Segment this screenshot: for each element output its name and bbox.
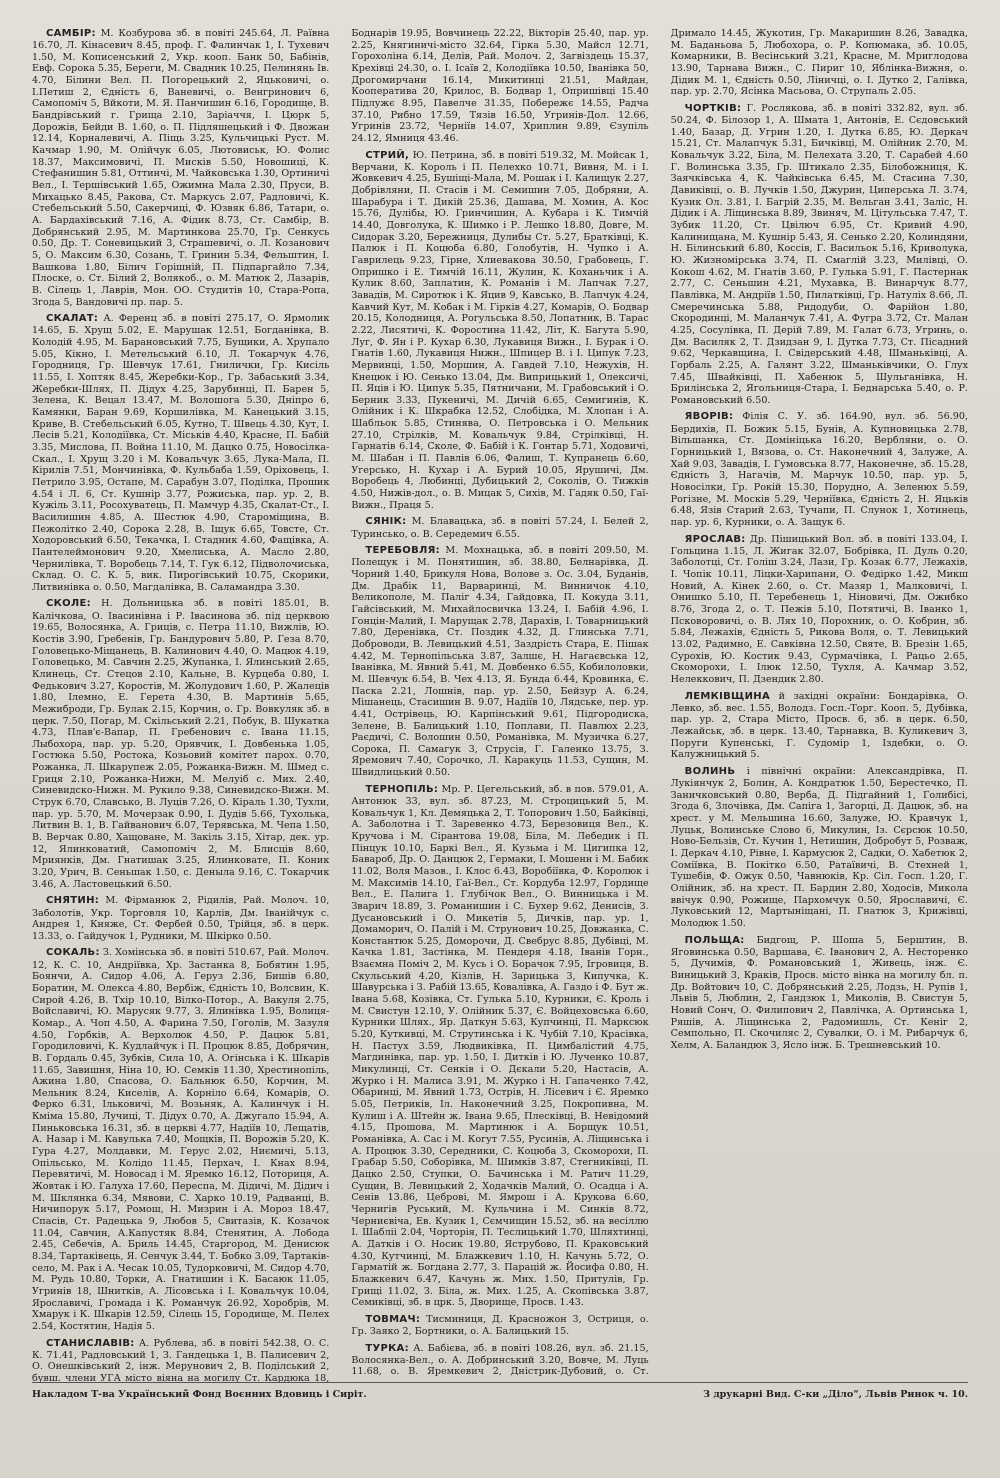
region-section (671, 411, 968, 528)
region-name: ЯРОСЛАВ: (684, 533, 746, 545)
region-donations: Мр. Р. Цегельський, зб. в пов. 579.01, А. Антонюк 33, вул. зб. 87.23, М. Строцицький 5, М. Ковальчук 1, Кл. Демяцька 2, Т. Топорович 1.50, Байківці, А. Заболотна і Т. Заревенко 4.73, Березовиця Вел., К. Кручова і М. Сірантова 19.08, Біла, М. Лебедик і П. Пінцук 10.10, Баркі Вел., Я. Кузьма і М. Цигипка 12, Бавароб, Др. О. Данцюк 2, Гермаки, І. Мошенн і М. Бабик 11.02, Воля Мазов., І. Клос 6.43, Воробіївка, Ф. Королюк і М. Максимів 14.10, Гаї-Вел., Ст. Кордуба 12.97, Гордище Вел., Е. Палига 1. Глубічок Вел., О. Винницька і М. Зварич 18.89, З. Романишин і С. Бухер 9.62, Денисів, З. Дусановський і О. Микетів 5, Дичків, пар. ур. 1, Домаморич, О. Палій і М. Струнович 10.25, Довжанка, С. Константюк 5.25, Доморочи, Д. Свебрус 8.85, Дубівці, М. Качка 1.81, Застінка, М. Пендеря 4.18, Іванів Горн., Взаємна Поміч 2, М. Кусь і О. Борачок 7.95, Ігровиця, В. Скульський 4.20, Кізлів, Н. Зарицька 3, Кипучка, К. Шавурська і З. Рабій 13.65, Ковалівка, А. Газдо і Ф. Бут ж. Івана 5.68, Козівка, Ст. Гулька 5.10, Курники, Є. Кроль і М. Свистун 12.10, У. Олійник 5.37, Є. Войцеховська 6.60, Курники Шлях., Яр. Даткун 5.63, Купчинці, П. Марксюк 5.20, Куткивці, М. Струтинська і К. Чубій 7.10, Красівка, Н. Пастух 3.59, Людвиківка, П. Цимбалістий 4.75, Магдинівка, пар. ур. 1.50, І. Дитків і Ю. Лученко 10.87, Микулинці, Ст. Сенків і О. Дєкали 5.20, Настасів, А. Журко і Н. Малиса 3.91, М. Журко і Н. Гапаченко 7.42, Обаринці, М. Явний 1.73, Острів, Н. Лісевич і Є. Яремко 5.05, Петриків, Іл. Наконечний 3.25, Покропивна, М. Кулиш і А. Штейн ж. Івана 9.65, Плесківці, В. Невідомий 4.15, Прошова, М. Мартинюк і А. Борщук 10.51, Романівка, А. Сас і М. Когут 7.55, Русинів, А. Ліщинська і А. Процюк 3.30, Середники, С. Коцюба 3, Скоморохи, П. Грабар 5.50, Соборівка, М. Шимків 3.87, Стегниківці, П. Дацко 2.50, Ступки, О. Бачинська і М. Ратич 11.29, Сущин, В. Левицький 2, Ходачків Малий, О. Осадца і А. Сенів 13.86, Цеброві, М. Ямрош і А. Крукова 6.60, Чернигів Руський, М. Кульчина і М. Синків 8.72, Черниєвіча, Ев. Кузик 1, Сємчищин 15.52, зб. на весіллю І. Шабліі 2.04, Чорторія, П. Теслицький 1.70, Шляхтинці, А. Датків і О. Носик 19.80, Яструбово, П. Краковський 4.30, Кутчинці, М. Блажкевич 1.10, Н. Качунь 5.72, О. Гарматій ж. Богдана 2.77, З. Парацій ж. Йосифа 0.80, Н. Блажкевич 6.47, Качунь ж. Мих. 1.50, Притулів, Гр. Грищі 11.02, З. Біла, ж. Мих. 1.25, А. Скопівська 3.87, Семиківці, зб. в црк. 5, Дворище, Просв. 1.43. (351, 783, 649, 1309)
publisher-note: Накладом Т-ва Український Фонд Воєнних Вдовиць і Сиріт. (32, 1389, 367, 1400)
printer-note: З друкарні Вид. С-ки „Діло“, Львів Ринок ч. 10. (703, 1389, 968, 1400)
region-section (32, 598, 329, 890)
region-donations: М. Блавацька, зб. в повіті 57.24, І. Белей 2, Туринсько, о. В. Середемич 6.55. (351, 516, 649, 540)
region-section (32, 28, 329, 308)
region-name: СКОЛЕ: (46, 598, 91, 610)
region-name: СТАНИСЛАВІВ: (46, 1337, 135, 1349)
region-section (32, 313, 329, 593)
region-section (351, 784, 648, 1309)
region-section (351, 516, 648, 540)
region-section (32, 895, 329, 942)
region-donations: З. Хомінська зб. в повіті 510.67, Рай. Молоч. 12, К. С. 10, Андріївка, Хр. Застанка 8, Бобятин 1.95, Боянчи, А. Сидор 4.06, А. Геруз 2.36, Бишів 6.80, Боратин, М. Олекса 4.80, Вербіж, Єдність 10, Волсвин, К. Сирой 4.26, В. Тхір 10.10, Вілко-Потор., А. Вакуля 2.75, Войславичі, Ю. Марусяк 9.77, З. Ялинівка 1.95, Волиця-Комар., А. Чоп 4.50, А. Фарина 7.50, Гоголів, М. Зазуля 4.50, Горбків, А. Верхолюк 4.50, Р. Дацюк 5.81, Городиловичі, К. Кудлайчук і П. Процюк 8.85, Добрячин, В. Гордаль 0.45, Зубків, Сила 10, А. Огінська і К. Шкарів 11.65, Завишня, Ніна 10, Ю. Семків 11.30, Хрестинопіль, Ажина 1.80, Спасова, О. Бальнюк 6.50, Корчин, М. Мельник 8.24, Киселів, А. Корніло 6.64, Комарів, О. Ферко 6.31, Ільковичі, М. Возьняк, А. Калинчук і Н. Кміма 15.80, Лучиці, Т. Дідух 0.70, А. Джугало 15.94, А. Пиньковська 16.31, зб. в церкві 4.77, Надіїв 10, Лещатів, А. Назар і М. Кавулька 7.40, Мощків, П. Ворожів 5.20, К. Гура 4.27, Молдавки, М. Герус 2.02, Ниємичі, 5.13, Опільсько, М. Колідо 11.45, Перхач, І. Кнах 8.94, Перевятичі, М. Новосад і М. Яремко 16.12, Поториця, А. Жовтак і Ю. Галуха 17.60, Переспа, М. Дідичі, М. Дідич і М. Шклянка 6.34, Мявови, С. Харко 10.19, Радванці, В. Ничипорук 5.17, Ромош, Н. Мизрин і А. Мороз 18.47, Спасів, Ст. Радецька 9, Любов 5, Свитазів, К. Козачок 11.04, Савчин, А.Капустяк 8.84, Стенятин, А. Лобода 2.45, Себечів, А. Бриль 14.45, Старгород, М. Денисюк 8.34, Тартаківець, Я. Сенчук 3.44, Т. Бобко 3.09, Тартаків-село, М. Рак і А. Чесак 10.05, Тудорковичі, М. Сидор 4.70, М. Рудь 10.80, Торки, А. Гнатишин і К. Басаюк 11.05, Угринів 18, Шнитків, А. Лісовська і І. Ковальчук 10.04, Ярославичі, Громада і К. Романчук 26.92, Хоробрів, М. Хмарук і К. Шкарів 12.59, Сілець 15, Городище, М. Пелех 2.54, Костятин, Надія 5. (32, 947, 330, 1332)
region-donations: і північні окраїни: Александрівка, П. Лукіянчук 2, Болин, А. Кондратюк 1.50, Берестечко, П. Заничковський 0.80, Верба, Д. Підгайний 1, Голибісі, Згода 6, Злочівка, Дм. Сапіга 1, Загорці, Д. Дацюк, зб. на хрест. у М. Мельшина 16.60, Залуже, Ю. Кравчук 1, Луцьк, Волинське Слово 6, Микулин, Із. Сєрсюк 10.50, Ново-Бельзів, Ст. Кучин 1, Нетишин, Добробут 5, Розваж, І. Деркач 4.10, Рівне, І. Кармусюк 2, Садки, О. Хабетюк 2, Соміївка, В. Покітко 6.50, Ратаївичі, В. Стехней 1, Тушебів, Ф. Ожук 0.50, Чавнюків, Кр. Сіл. Госп. 1.20, Г. Олійник, зб. на хрест. П. Бардин 2.80, Ходосів, Микола ввічук 0.90, Рожище, Пархомчук 0.50, Ярославичі, Є. Луковський 12, Мартыніщані, П. Гнатюк 3, Крижівці, Молодюк 1.50. (670, 765, 968, 929)
region-donations: А. Ференц зб. в повіті 275.17, О. Ярмолик 14.65, Б. Хрущ 5.02, Е. Марушак 12.51, Богданівка, В. Колодій 4.95, М. Барановський 7.75, Бущики, А. Хрупало 5.05, Кікно, І. Метельський 6.10, Л. Токарчук 4.76, Городниця, Гр. Шевчук 17.61, Гнилички, Гр. Кисіль 11.55, І. Хоптяк 8.45, Жеребки-Кор., Гр. Забаський 3.34, Жеребки-Шлях, П. Дідух 4.25, Зарубинці, П. Барен 5, Зелена, К. Вецал 13.47, М. Волошога 5.30, Дніпро 6, Камянки, Баран 9.69, Коршилівка, М. Канецький 3.15, Криве, В. Стебельський 6.05, Кутно, Т. Швець 4.30, Кут, І. Лесів 5.21, Колодіївка, Ст. Міськів 4.40, Красне, П. Бабій 3.35, Мислова, П. Война 11.10, М. Дацко 0.75, Новосілка-Скал., І. Хрущ 3.20 і М. Ковальчук 3.65, Лука-Мала, П. Кірилів 7.51, Мончинівка, Ф. Кульбаба 1.59, Оріховець, І. Петрило 3.95, Остапе, М. Сарабун 3.07, Поділка, Прошик 4.54 і Л. 6, Ст. Кушнір 3.77, Рожиська, пар. ур. 2, В. Кужіль 3.11, Росохуватець, П. Мамчур 4.35, Скалат-Ст., І. Василишин 4.85, А. Шестюк 4.90, Староміщина, В. Пежолітко 2.40, Сорока 2.28, В. Іщук 6.65, Товсте, Ст. Ходоровський 6.50, Текачка, І. Стадник 4.60, Фащівка, А. Пантелеймонович 9.20, Хмелиська, А. Масло 2.80, Чернилівка, Т. Воробець 7.14, Т. Гук 6.12, Підволочиська, Склад. О. С. К. 5, вик. Пирогівський 10.75, Скорики, Литвинівка о. 0.50, Магдалівка, В. Саламандра 3.30. (32, 313, 330, 593)
region-section (351, 150, 648, 512)
region-name: ЛЕМКІВЩИНА (684, 690, 770, 702)
region-donations: А. Бабієва, зб. в повіті 108.26, вул. зб. 21.15, Волосянка-Вел., о. А. Добринський 3.20, Вовче, М. Луць 11.68, о. В. Яремкевич 2, Дністрик-Дубовий, о. Ст. Дримало 14.45, Жукотин, Гр. Макаришин 8.26, Завадка, М. Баданьова 5, Любохора, о. Р. Копюмака, зб. 10.05, Комарники, В. Весінський 3.21, Красне, М. Мриглодова 13.90, Тарнава Вижн., С. Пириг 10, Яблінка-Вижня, о. Дідик М. 1, Єдність 0.50, Ліничці, о. І. Дутко 2, Галівка, пар. ур. 2.70, Ясінка Масьова, О. Струпаль 2.05. (351, 28, 968, 1378)
region-name: ПОЛЬЩА: (684, 934, 745, 946)
region-name: СОКАЛЬ: (46, 947, 100, 959)
region-name: ВОЛИНЬ (684, 765, 736, 777)
region-donations: Н. Дольницька зб. в повіті 185.01, В. Калічкова, О. Івасинівна і Р. Івасинова зб. під церквою 19.65, Волосянка, А. Гриців, с. Петра 11.10, Вижлів, Ю. Костів 3.90, Гребенів, Гр. Бандурович 5.80, Р. Геза 8.70, Головецько-Міщанець, В. Калинович 4.40, О. Мацюк 4.19, Головецько, М. Савчин 2.25, Жупанка, І. Ялинський 2.65, Клинець, Ст. Стецов 2.10, Кальне, В. Курцеба 0.80, І. Федькович 3.27, Коростів, М. Жолудович 1.60, Р. Жалеців 1.80, Ілемно, Е. Герета 4.30, В. Мартинів 5.65, Межиброди, Гр. Булак 2.15, Корчин, о. Гр. Вовкуляк зб. в церк. 7.50, Погар, М. Скільський 2.21, Побук, В. Шукатка 4.73, Плав'є-Вапар, П. Гребенович с. Івана 11.15, Лыбохора, пар. ур. 5.20, Орявчик, І. Довбенька 1.05, Гостюка 5.50, Ростока, Козьовий комітет парох. 0.70, Рожанка, Л. Шкарупеж 2.05, Рожанка-Вижн. М. Шмед с. Гриця 2.10, Рожанка-Нижн, М. Мелуіб с. Мих. 2.40, Синевидско-Нижн. М. Рукило 9.38, Синевидско-Вижн. М. Струк 6.70, Славсько, В. Луців 7.26, О. Кіраль 1.30, Тухли, пар. ур. 5.70, М. Мочерзак 0.90, І. Дудів 5.66, Тухолька, Литвин В. 1, В. Гайванович 6.07, Терявська, М. Чепа 1.50, В. Верчак 0.80, Хащоване, М. Закіль 3.15, Хітар, дек. ур. 12, Ялинковатий, Самопоміч 2, М. Блисців 8.60, Мриянків, Дм. Гнатишак 3.25, Ялинковате, П. Коник 3.20, Урич, В. Сеньшак 1.50, с. Деныла 9.16, С. Токарчик 3.46, А. Ластовецький 6.50. (32, 598, 330, 890)
region-donations: Др. Пішицький Вол. зб. в повіті 133.04, І. Гольцина 1.15, Л. Жигак 32.07, Бобрівка, П. Дуль 0.20, Заболотці, Ст. Голіш 3.24, Лази, Гр. Козак 6.77, Лежахів, І. Чопік 10.11, Ліцки-Харипани, О. Федірко 1.42, Микш Новий, А. Кінек 2.60, о. Ст. Мазяр 1, Малковичі, І. Онишко 5.10, П. Теребенець 1, Ніновичі, Дм. Ожибко 8.76, Згода 2, о. Т. Пежів 5.10, Потятичі, В. Іванко 1, Псковоровичі, о. В. Лях 10, Порохник, о. О. Кобрин, зб. 5.84, Лежахів, Єдність 5, Рикова Воля, о. Т. Левицький 13.02, Радимно, Е. Савківна 12.50, Святе, В. Брезін 1.65, Сурохів, Ю. Костик 9.43, Сурмачівка, І. Рацьо 2.65, Скоморохи, І. Ілюк 12.50, Тухля, А. Качмар 3.52, Нелеккович, П. Дзендик 2.80. (670, 533, 968, 685)
region-donations: М. Мохнацька, зб. в повіті 209.50, М. Полещук і М. Понятишин, зб. 38.80, Белнарівка, Д. Чорний 1.40, Брикуля Нова, Волове з. Ос. 3.04, Буданів, Дм. Драбік 11, Варваринці, М. Винничок 4.10, Великополе, М. Паліг 4.34, Гайдовка, П. Кокуда 3.11, Гайсівський, М. Михайлосвичка 13.24, І. Бабій 4.96, І. Гонцін-Малий, І. Марущак 2.78, Дарахів, І. Товарницький 7.80, Деренівка, Ст. Поздик 4.32, Д. Глинська 7.71, Доброводи, В. Левицький 4.51, Заздрість Стара, Е. Пішак 4.42, М. Тернопільська 3.87, Залшє, Н. Нагаєвська 12, Іванівка, М. Явний 5.41, М. Довбенко 6.55, Кобилоловки, М. Шевчук 6.54, В. Чех 4.13, Я. Бунда 6.44, Кровинка, Є. Паска 2.21, Лошнів, пар. ур. 2.50, Бейзур А. 6.24, Мішанець, Стасишин В. 9.07, Надіїв 10, Лядське, пер. ур. 4.41, Острівець, Ю. Карпінський 9.61, Підгородиска, Зелене, В. Балицький 1.10, Поплави, П. Павлюх 2.23, Раєдичі, С. Волошин 0.50, Романівка, М. Музичка 6.27, Сорока, П. Самагук 3, Струсів, Г. Галенко 13.75, З. Яремович 7.40, Сорочко, Л. Каракуць 11.53, Сущин, М. Швидлицький 0.50. (351, 545, 649, 779)
region-name: ТЕРЕБОВЛЯ: (365, 545, 440, 557)
region-section (671, 935, 968, 1052)
region-name: СКАЛАТ: (46, 313, 99, 325)
region-section (351, 545, 648, 779)
region-donations: М. Козбурова зб. в повіті 245.64, Л. Раївна 16.70, Л. Кінасевич 8.45, проф. Г. Фалинчак 1, І. Тухевич 1.50, М. Кописенський 2, Укр. кооп. Банк 50, Бабінів, Евф. Сорока 5.35, Береги, М. Свадник 10.25, Пелинянь Ів. 4.70, Білини Вел. П. Погорецький 2, Яцьковичі, о. І.Петиш 2, Єдність 6, Ваневичі, о. Венгринович 6, Самопоміч 5, Вйкоти, М. Я. Панчишин 6.16, Городище, В. Бандрівський г. Грища 2.10, Заріаччя, І. Цюрк 5, Дорожів, Бейди В. 1.60, о. П. Підляшецький і Ф. Двожан 12.14, Корналевичі, А. Піщь 3.25, Кульчицькі Руст. М. Качмар 1.90, М. Олійчук 6.05, Лютовиськ, Ю. Фолис 18.37, Максимовичі, П. Мисків 5.50, Новошиці, К. Стефанишин 5.81, Оттинчі, М. Чайковська 1.30, Ортиничі Вел., І. Тершівський 1.65, Ожимна Мала 2.30, Пруси, В. Михацько 8.45, Ракова, Ст. Маркусь 2.07, Радловичі, К. Стебельський 5.50, Сакерчиці, Ф. Юзвяк 6.86, Татари, о. А. Бардахівський 7.16, А. Фідик 8.73, Ст. Самбір, В. Добрянський 2.95, М. Мартинкова 25.70, Гр. Сенкусь 0.50, Др. Т. Соневицький 3, Страшевичі, о. Л. Козанович 5, О. Максим 6.30, Созань, Т. Гринин 5.34, Фельштин, І. Вашкова 1.80, Білич Горішній, П. Підпаргайло 7.34, Плоске, о. Ст. Білий 2, Волякоб., о. М. Матюк 2, Лазарів, В. Сілець 1, Лаврів, Мон. ОО. Студитів 10, Стара-Ропа, Згода 5, Вандовичі пр. пар. 5. (32, 28, 330, 308)
region-donations: й західні окраїни: Бондарівка, О. Левко, зб. вес. 1.55, Володз. Госп.-Торг. Кооп. 5, Дубівка, пар. ур. 2, Стара Місто, Просв. 6, зб. в церк. 6.50, Лежайськ, зб. в церк. 13.40, Тарнавка, В. Куликевич 3, Поруги Купенські, Г. Судомір 1, Іздебки, о. О. Калужницький 5. (670, 690, 968, 761)
region-section (671, 534, 968, 686)
region-name: СЯНІК: (365, 516, 407, 528)
region-name: СТРИЙ, (365, 149, 410, 161)
region-donations: А. Рублева, зб. в повіті 542.38, О. С. К. 71.41, Радловський 1, З. Гандецька 1, В. Палисевич 2, О. Онешківський 2, інж. Мерунович 2, В. Поділський 2, бувш. члени УГА місто віяна на могилу Ст. Кардюка 18, Боднарів 19.95, Вовчинець 22.22, Вікторів 25.40, пар. ур. 2.25, Княгиничі-місто 32.64, Гірка 5.30, Майсл 12.71, Горохоліна 6.14, Делів, Рай. Молоч. 2, Загвіздець 15.37, Крехівці 24.30, о. І. Ісаїв 2, Колодіївка 10.50, Іванівка 50, Дрогомирчани 16.14, Микитинці 21.51, Майдан, Кооператива 20, Крилос, В. Бодвар 1, Опришівці 15.40 Підлужє 8.95, Павелче 31.35, Побережє 14.55, Радча 37.10, Рибно 17.59, Тязів 16.50, Угринів-Дол. 12.66, Угринів 23.72, Черніїв 14.07, Хриплин 9.89, Єзупіль 24.12, Ямниця 43.46. (32, 28, 649, 1385)
region-name: СНЯТИН: (46, 895, 100, 907)
region-name: ТОВМАЧ: (365, 1313, 421, 1325)
region-name: ТЕРНОПІЛЬ: (365, 783, 439, 795)
region-name: ТУРКА: (365, 1342, 409, 1354)
page-footer (32, 1382, 968, 1400)
region-name: ЯВОРІВ: (684, 411, 734, 423)
region-section (671, 103, 968, 407)
region-section (671, 691, 968, 761)
region-section (351, 1314, 648, 1338)
region-donations: Г. Рослякова, зб. в повіті 332.82, вул. зб. 50.24, Ф. Білозор 1, А. Шмата 1, Антонів, Е. Сєдовський 1.40, Базар, Д. Угрин 1.20, І. Дутка 6.85, Ю. Деркач 15.21, Ст. Малапчук 5.31, Бичківці, М. Олійник 2.70, М. Ковальчук 3.22, Біла, М. Пелехата 3.20, Т. Сарабей 4.60 Г. Волинська 3.35, Гр. Штикало 2.35, Білобожниця, К. Заячківська 4, К. Чайківська 6.45, М. Стасина 7.30, Давиківці, о. В. Лучків 1.50, Джурин, Циперська Л. 3.74, Кузик Ол. 3.81, І. Багрій 2.35, М. Вельган 3.41, Заліс, Н. Дідик і А. Ліщинська 8.89, Звиняч, М. Цітульська 7.47, Т. Зубик 11.20, Ст. Цвілюч 6.95, Ст. Кривий 4.90, Калинищана, М. Кушнір 5.43, Я. Сенько 2.20, Колиндяни, Н. Білинський 6.80, Коссів, Г. Васильок 5.16, Криволука, Ю. Жизномірська 3.74, П. Смаглій 3.23, Милівці, О. Кокош 4.62, М. Гнатів 3.60, Р. Гулька 5.91, Г. Пастернак 2.77, С. Сеньшин 4.21, Мухавка, В. Винарчук 8.77, Павлівка, М. Андріїв 1.50, Пилатківці, Гр. Натуліх 8.66, Л. Смеречинська 5.88, Ридодуби, О. Фарійон 1.80, Скородинці, М. Маланчук 7.41, А. Фугра 3.72, Ст. Малан 4.25, Сосулівка, П. Дерій 7.89, М. Галат 6.73, Угринь, о. Дм. Василяк 2, Т. Дзидзан 9, І. Дутка 7.73, Ст. Пісадний 9.62, Черкавщина, І. Свідерський 4.48, Шманьківці, А. Горбаль 2.25, А. Галянт 3.22, Шманьківчики, О. Глух 7.45, Швайківці, П. Хабенюк 5, Шульганівка, Н. Брилінська 2, Ягольниця-Стара, І. Беднарська 5.40, о. Р. Романовський 6.50. (670, 102, 968, 406)
region-section (32, 947, 329, 1332)
region-donations: Тисминиця, Д. Красножон 3, Остриця, о. Гр. Заяко 2, Бортники, о. А. Балицький 15. (351, 1313, 649, 1337)
region-donations: Ю. Петрина, зб. в повіті 519.32, М. Мойсак 1, Верчани, К. Король і П. Пелехко 10.71, Вивня, М. і І. Жовкевич 4.25, Бушіщі-Мала, М. Рошак і І. Калищук 2.27, Добрівляни, П. Стасів і М. Семишин 7.05, Добряни, А. Шарабура і Т. Дикій 25.36, Дашава, М. Хомин, А. Кос 15.76, Дулібы, Ю. Гринчишин, А. Кубара і К. Тимчій 14.40, Довголука, К. Шимко і Р. Лешко 18.80, Довге, М. Сидорак 3.20, Бережниця, Дулибы Ст. 5.27, Братківці, К. Палюк і П. Коцюба 6.80, Голобутів, Н. Чупко і А. Гаврилець 9.23, Гірне, Хлиевакова 30.50, Грабовець, Г. Опришко і Е. Тимчій 16.11, Жулин, К. Коханьчик і А. Кулик 8.60, Заплатин, К. Романів і М. Лапчак 7.27, Завадів, М. Сиротюк і К. Яцив 9, Кавсько, В. Лапчук 4.24, Кавчий Кут, М. Кобак і М. Гірків 4.27, Комарів, О. Бодвар 20.15, Колодниця, А. Рогульська 8.50, Лопатник, В. Тарас 2.22, Лисятичі, К. Форостина 11.42, Літ, К. Багута 5.90, Луг, Ф. Ян і Р. Кухар 6.30, Лукавиця Вижн., І. Бурак і О. Гнатів 1.60, Лукавиця Нижн., Шпицер В. і І. Ципук 7.23, Мервинці, 1.50, Моршин, А. Гавдей 7.10, Нежухів, Н. Кнецюк і Ю. Сенько 13.04, Дм. Виприцький 1, Олексичі, П. Яців і Ю. Ципук 5.35, Пятничани, М. Грабовський і О. Берник 3.33, Пукеничі, М. Дичій 6.65, Семигинів, К. Олійник і К. Шкрабка 12.52, Слобідка, М. Хлопан і А. Шабльок 5.85, Стинява, О. Петровська і О. Мельник 27.10, Стрілків, М. Ковальчук 9.84, Стрілківці, Н. Гарнатів 6.14, Сколе, Ф. Бабій і К. Гонтар 5.71, Ходовичі, М. Шабан і П. Павлів 6.06, Фалиш, Т. Купранець 6.60, Угерсько, Н. Кухар і А. Бурий 10.05, Ярушичі, Дм. Воробець 4, Любинці, Дубицький 2, Соколів, О. Тижків 4.50, Нижів-дол., о. В. Мицак 5, Сихів, М. Гадяк 0.50, Гаї-Вижн., Праця 5. (351, 149, 649, 511)
region-name: САМБІР: (46, 28, 96, 39)
donation-columns (32, 28, 968, 1388)
region-donations: Філія С. У. зб. 164.90, вул. зб. 56.90, Бердихів, П. Божик 5.15, Бунів, А. Купновицька 2.78, Вільшанка, Ст. Домініцька 16.20, Вербляни, о. О. Горницький 1, Вязова, о. Ст. Наконечний 4, Залуже, А. Хай 9.03, Завадів, І. Гумовська 8.77, Наконечне, зб. 15.28, Єдність 3, Нагачів, М. Марчук 10.50, пар. ур. 5, Новосілки, Гр. Рокій 15.30, Порудно, А. Зеленюх 5.59, Рогізне, М. Москів 5.29, Черніївка, Єдність 2, Н. Яцьків 6.48, Язів Старий 2.63, Тучапи, П. Слунок 1, Хотинець, пар. ур. 6, Курники, о. А. Защук 6. (670, 411, 968, 528)
region-name: ЧОРТКІВ: (684, 102, 742, 114)
region-section (671, 766, 968, 930)
region-donations: Бидгощ, Р. Шоша 5, Берштин, В. Яговинська 0.50, Варшава, Є. Іванович 2, А. Несторенко 5, Дучимів, Ф. Романовський 1, Живець, інж. Є. Виницький 3, Краків, Просв. місто вінка на могилу бл. п. Др. Войтович 10, С. Добрянський 2.25, Лодзь, Н. Рупів 1, Львів 5, Люблин, 2, Гандзюк 1, Миколів, В. Свистун 5, Новий Сонч, О. Филипович 2, Павлічка, А. Ортинська 1, Ряшів, А. Ліщинська 2, Радомишль, Ст. Кеніг 2, Семпольно, П. Скочиляс 2, Сувалки, О. і М. Рибарчук 6, Хелм, А. Баландюк 3, Ясло інж. Б. Трешневський 10. (670, 934, 968, 1052)
region-donations: М. Фірманюк 2, Рідилів, Рай. Молоч. 10, Заболотів, Укр. Торговля 10, Карлів, Дм. Іванійчук с. Андрея 1, Княже, Ст. Фербей 0.50, Трійця, зб. в церк. 13.33, о. Гайдучок 1, Рудники, М. Шкірко 0.50. (32, 895, 330, 942)
